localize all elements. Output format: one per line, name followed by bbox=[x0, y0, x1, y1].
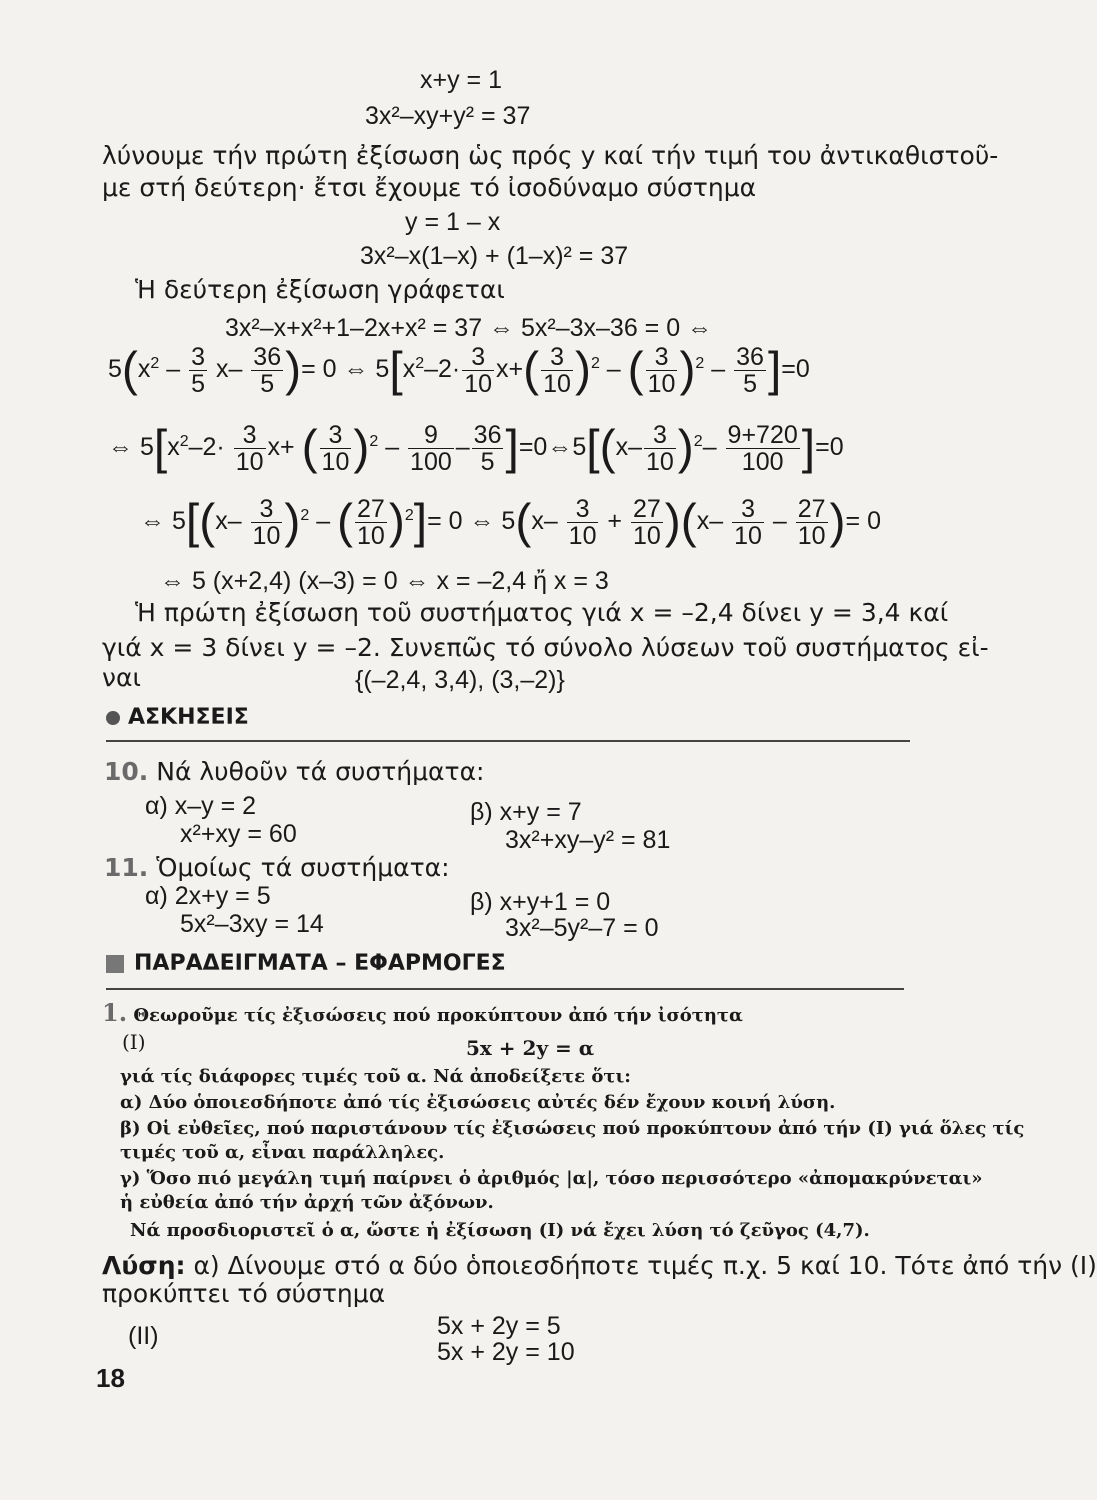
equation-line: 3x²–x+x²+1–2x+x² = 37 ⇔ 5x²–3x–36 = 0 ⇔ bbox=[225, 314, 713, 342]
paragraph-line: γιά x = 3 δίνει y = –2. Συνεπῶς τό σύνολο λύσεων τοῦ συστήματος εἰ- bbox=[102, 633, 989, 662]
ex11-b-eq2: 3x²–5y²–7 = 0 bbox=[505, 914, 659, 942]
solution-line: Λύση: α) Δίνουμε στό α δύο ὁποιεσδήποτε τιμές π.χ. 5 καί 10. Τότε ἀπό τήν (I) bbox=[102, 1251, 1097, 1280]
math-completing-square-3: ⇔ 5[(x– $\frac{3}{10}$ )$^2$ – ( $\frac{27}{10}$ )$^2$]= 0 ⇔ 5(x– $\frac{3}{10}$ + $\frac{27}{10}$ )(x– $\frac{3}{10}$ – $\frac{27}{10}$ )= 0 bbox=[140, 495, 881, 550]
equation-line: y = 1 – x bbox=[405, 208, 501, 236]
equation-I: 5x + 2y = α bbox=[466, 1036, 595, 1060]
example-item-d: Νά προσδιοριστεῖ ὁ α, ὥστε ἡ ἐξίσωση (I) νά ἔχει λύση τό ζεῦγος (4,7). bbox=[130, 1220, 870, 1241]
label-II: (II) bbox=[128, 1322, 159, 1350]
example-1-intro: 1. Θεωροῦμε τίς ἐξισώσεις πού προκύπτουν ἀπό τήν ἰσότητα bbox=[102, 998, 743, 1027]
examples-heading: ΠΑΡΑΔΕΙΓΜΑΤΑ – ΕΦΑΡΜΟΓΕΣ bbox=[106, 948, 506, 980]
bullet-square-icon bbox=[106, 955, 124, 973]
equation-line: x+y = 1 bbox=[420, 66, 502, 94]
math-completing-square-2: ⇔ $5[x^2-2\cdot$ $\frac{3}{10}$ x+ ( $\frac{3}{10}$ )$^2$ – $\frac{9}{100}$ – $\frac{36}{5}$ ]=0⇔5[(x– $\frac{3}{10}$ )$^2$– $\frac{9+720}{100}$ ]=0 bbox=[108, 421, 844, 476]
label-I: (I) bbox=[122, 1030, 146, 1054]
example-item-c: γ) Ὅσο πιό μεγάλη τιμή παίρνει ὁ ἀριθμός |α|, τόσο περισσότερο «ἀπομακρύνεται» bbox=[120, 1168, 983, 1189]
ex10-a-eq2: x²+xy = 60 bbox=[180, 820, 297, 848]
equation-line: 5x + 2y = 5 bbox=[437, 1312, 561, 1340]
paragraph-line: με στή δεύτερη· ἔτσι ἔχουμε τό ἰσοδύναμο σύστημα bbox=[102, 173, 757, 202]
exercise-11: 11. Ὁμοίως τά συστήματα: bbox=[104, 853, 450, 882]
math-completing-square-1: $5(x^2$ – $\frac{3}{5}$ x– $\frac{36}{5}$ )= 0 ⇔ $5[x^2-2\cdot$ $\frac{3}{10}$ x+( $\frac{3}{10}$ )$^2$ – ( $\frac{3}{10}$ )$^2$ – $\frac{36}{5}$ ]=0 bbox=[108, 343, 810, 398]
equation-line: 3x²–x(1–x) + (1–x)² = 37 bbox=[360, 242, 629, 270]
exercises-heading: ΑΣΚΗΣΕΙΣ bbox=[106, 702, 249, 734]
paragraph-line: Ἡ πρώτη ἐξίσωση τοῦ συστήματος γιά x = –2,4 δίνει y = 3,4 καί bbox=[135, 598, 949, 627]
paragraph-line: Ἡ δεύτερη ἐξίσωση γράφεται bbox=[135, 275, 505, 304]
section-divider bbox=[106, 740, 910, 742]
ex11-b: β) x+y+1 = 0 bbox=[470, 888, 611, 916]
ex10-b-eq2: 3x²+xy–y² = 81 bbox=[505, 826, 671, 854]
ex11-a-eq2: 5x²–3xy = 14 bbox=[180, 910, 324, 938]
example-item-c-cont: ἡ εὐθεία ἀπό τήν ἀρχή τῶν ἀξόνων. bbox=[120, 1192, 494, 1213]
bullet-icon bbox=[106, 711, 120, 725]
ex10-b: β) x+y = 7 bbox=[470, 798, 582, 826]
solution-set: {(–2,4, 3,4), (3,–2)} bbox=[355, 666, 565, 694]
example-item-a: α) Δύο ὁποιεσδήποτε ἀπό τίς ἐξισώσεις αὐτές δέν ἔχουν κοινή λύση. bbox=[120, 1092, 836, 1113]
equation-line: ⇔ 5 (x+2,4) (x–3) = 0 ⇔ x = –2,4 ἤ x = 3 bbox=[160, 567, 609, 595]
solution-line: προκύπτει τό σύστημα bbox=[102, 1279, 386, 1308]
example-line: γιά τίς διάφορες τιμές τοῦ α. Νά ἀποδείξετε ὅτι: bbox=[120, 1066, 631, 1087]
equation-line: 5x + 2y = 10 bbox=[437, 1338, 575, 1366]
section-divider bbox=[106, 988, 904, 990]
ex11-a: α) 2x+y = 5 bbox=[145, 882, 271, 910]
paragraph-line: ναι bbox=[102, 663, 141, 692]
exercise-10: 10. Νά λυθοῦν τά συστήματα: bbox=[104, 757, 485, 786]
example-item-b: β) Οἱ εὐθεῖες, πού παριστάνουν τίς ἐξισώσεις πού προκύπτουν ἀπό τήν (I) γιά ὅλες τίς bbox=[120, 1118, 1025, 1139]
example-item-b-cont: τιμές τοῦ α, εἶναι παράλληλες. bbox=[120, 1142, 445, 1163]
equation-line: 3x²–xy+y² = 37 bbox=[365, 102, 531, 130]
ex10-a: α) x–y = 2 bbox=[145, 792, 257, 820]
paragraph-line: λύνουμε τήν πρώτη ἐξίσωση ὡς πρός y καί τήν τιμή του ἀντικαθιστοῦ- bbox=[102, 141, 999, 170]
page-number: 18 bbox=[96, 1363, 125, 1393]
